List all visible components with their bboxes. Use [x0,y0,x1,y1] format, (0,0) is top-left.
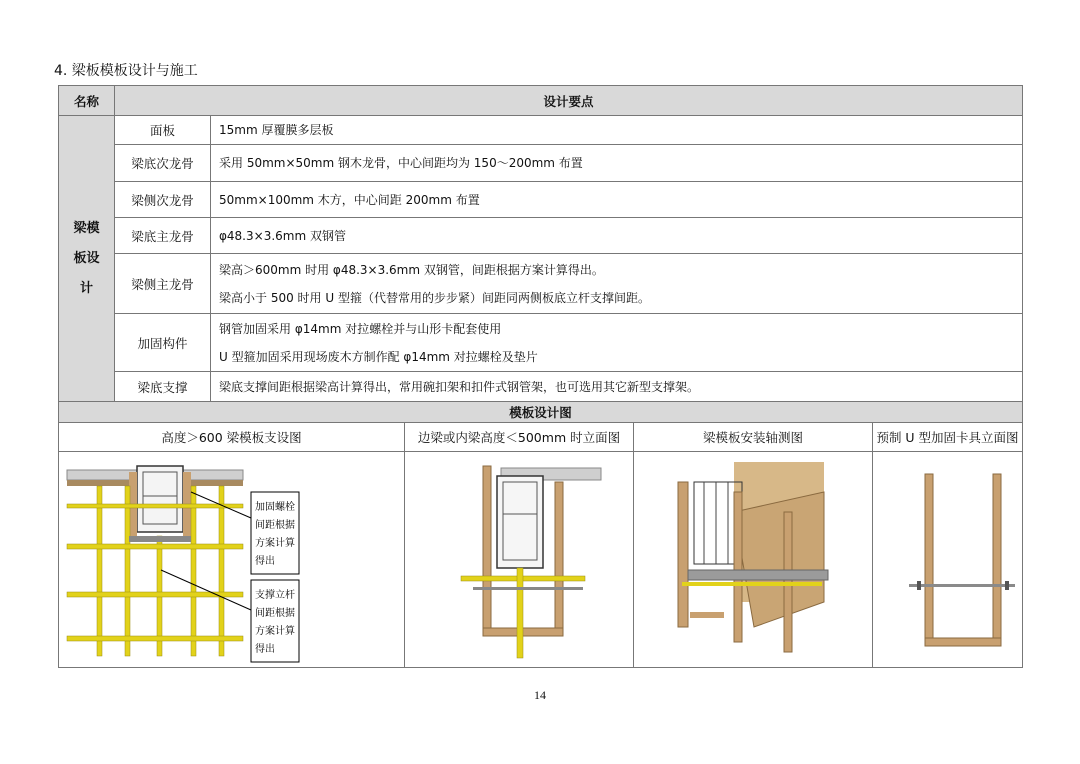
svg-text:间距根据: 间距根据 [255,608,295,619]
row-desc: 梁底支撑间距根据梁高计算得出，常用碗扣架和扣件式钢管架，也可选用其它新型支撑架。 [211,372,1023,402]
svg-text:得出: 得出 [255,644,275,655]
row-name: 梁侧次龙骨 [115,182,211,218]
svg-text:方案计算: 方案计算 [255,626,295,637]
figure-caption: 梁模板安装轴测图 [634,423,873,452]
row-name: 梁底支撑 [115,372,211,402]
design-table [58,85,1023,668]
row-desc: 钢管加固采用 φ14mm 对拉螺栓并与山形卡配套使用 U 型箍加固采用现场废木方制作配 φ14mm 对拉螺栓及垫片 [211,314,1023,372]
section-title: 4. 梁板模板设计与施工 [54,63,198,79]
row-desc: 梁高＞600mm 时用 φ48.3×3.6mm 双钢管，间距根据方案计算得出。 梁高小于 500 时用 U 型箍（代替常用的步步紧）间距同两侧板底立杆支撑间距。 [211,254,1023,314]
row-desc: φ48.3×3.6mm 双钢管 [211,218,1023,254]
row-desc: 采用 50mm×50mm 钢木龙骨，中心间距均为 150～200mm 布置 [211,145,1023,182]
figure-caption: 预制 U 型加固卡具立面图 [873,423,1023,452]
row-name: 梁底次龙骨 [115,145,211,182]
row-name: 面板 [115,116,211,145]
fig1-label-b: 支撑立杆 [255,590,295,601]
figure-formwork-support [59,452,405,668]
svg-text:间距根据: 间距根据 [255,520,295,531]
figure-u-clamp-elevation [873,452,1023,668]
figure-edge-beam-elevation [405,452,634,668]
row-name: 加固构件 [115,314,211,372]
figure-caption: 边梁或内梁高度＜500mm 时立面图 [405,423,634,452]
figure-isometric-installation [634,452,873,668]
header-design-points: 设计要点 [115,86,1023,116]
page-number: 14 [534,688,546,702]
svg-text:方案计算: 方案计算 [255,538,295,549]
row-desc: 15mm 厚覆膜多层板 [211,116,1023,145]
row-name: 梁侧主龙骨 [115,254,211,314]
row-desc: 50mm×100mm 木方，中心间距 200mm 布置 [211,182,1023,218]
row-name: 梁底主龙骨 [115,218,211,254]
fig1-label-a: 加固螺栓 [255,502,295,513]
figures-header: 模板设计图 [59,402,1023,423]
group-label: 梁模 板设 计 [59,116,115,402]
svg-text:得出: 得出 [255,556,275,567]
header-name: 名称 [59,86,115,116]
figure-caption: 高度＞600 梁模板支设图 [59,423,405,452]
